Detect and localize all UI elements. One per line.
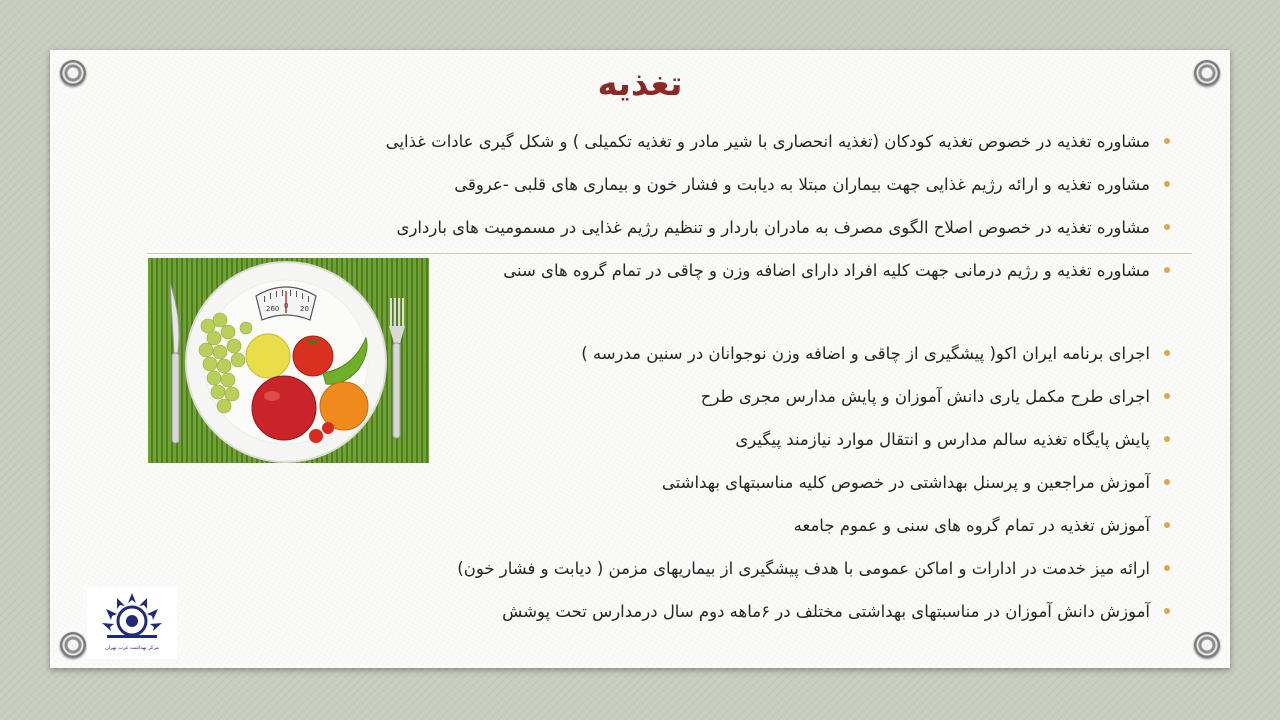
list-item — [503, 261, 1170, 280]
logo-text: مرکز بهداشت غرب تهران — [105, 645, 159, 651]
pin-icon — [60, 632, 86, 658]
list-item-text: مشاوره تغذیه و رژیم درمانی جهت کلیه افراد دارای اضافه وزن و چاقی در تمام گروه های سنی — [503, 261, 1150, 280]
scale-label: 0 — [284, 302, 289, 310]
list-item-text: ارائه میز خدمت در ادارات و اماکن عمومی با هدف پیشگیری از بیماریهای مزمن ( دیابت و فشار خون) — [457, 559, 1150, 578]
list-item-text: اجرای برنامه ایران اکو( پیشگیری از چاقی و اضافه وزن نوجوانان در سنین مدرسه ) — [581, 344, 1150, 363]
list-item-text: مشاوره تغذیه در خصوص اصلاح الگوی مصرف به مادران باردار و تنظیم رژیم غذایی در مسمومیت های بارداری — [396, 218, 1150, 237]
divider — [147, 253, 1192, 254]
list-item — [397, 218, 1170, 237]
list-item — [386, 132, 1170, 151]
logo — [87, 587, 177, 659]
healthy-food-plate-image — [148, 258, 429, 463]
logo-emblem-icon — [87, 587, 177, 645]
list-item-text: آموزش مراجعین و پرسنل بهداشتی در خصوص کلیه مناسبتهای بهداشتی — [661, 473, 1150, 492]
list-item-text: مشاوره تغذیه و ارائه رژیم غذایی جهت بیماران مبتلا به دیابت و فشار خون و بیماری های قلبی -عروقی — [454, 175, 1150, 194]
slide — [50, 50, 1230, 668]
bullet-dot-icon — [1164, 393, 1170, 399]
red-apple-icon — [252, 376, 316, 440]
list-item — [581, 344, 1170, 363]
cherry-tomato-icon — [322, 422, 334, 434]
list-item — [454, 175, 1170, 194]
list-item — [794, 516, 1170, 535]
list-item — [502, 602, 1170, 621]
list-item-text: اجرای طرح مکمل یاری دانش آموزان و پایش مدارس مجری طرح — [700, 387, 1150, 406]
page-title: تغذیه — [597, 64, 683, 104]
bullet-dot-icon — [1164, 436, 1170, 442]
pin-icon — [1194, 632, 1220, 658]
bullet-dot-icon — [1164, 565, 1170, 571]
list-item — [457, 559, 1170, 578]
plate-illustration — [148, 258, 429, 463]
list-item-text: مشاوره تغذیه در خصوص تغذیه کودکان (تغذیه انحصاری با شیر مادر و تغذیه تکمیلی ) و شکل گیری عادات غذایی — [385, 132, 1150, 151]
bullet-dot-icon — [1164, 267, 1170, 273]
bullet-dot-icon — [1164, 608, 1170, 614]
list-item-text: پایش پایگاه تغذیه سالم مدارس و انتقال موارد نیازمند پیگیری — [735, 430, 1150, 449]
bullet-dot-icon — [1164, 181, 1170, 187]
list-item — [701, 387, 1170, 406]
scale-dial-icon — [256, 287, 316, 320]
bullet-dot-icon — [1164, 522, 1170, 528]
bullet-dot-icon — [1164, 479, 1170, 485]
cherry-tomato-icon — [309, 429, 323, 443]
yellow-apple-icon — [246, 334, 290, 378]
bullet-dot-icon — [1164, 224, 1170, 230]
list-item-text: آموزش تغذیه در تمام گروه های سنی و عموم جامعه — [793, 516, 1150, 535]
list-item-text: آموزش دانش آموزان در مناسبتهای بهداشتی مختلف در ۶ماهه دوم سال درمدارس تحت پوشش — [502, 602, 1150, 621]
fork-icon — [389, 298, 405, 438]
scale-label: 20 — [300, 305, 309, 313]
list-item — [662, 473, 1170, 492]
bullet-dot-icon — [1164, 350, 1170, 356]
scale-label: 260 — [266, 305, 280, 313]
bullet-dot-icon — [1164, 138, 1170, 144]
list-item — [735, 430, 1170, 449]
knife-icon — [170, 283, 179, 443]
